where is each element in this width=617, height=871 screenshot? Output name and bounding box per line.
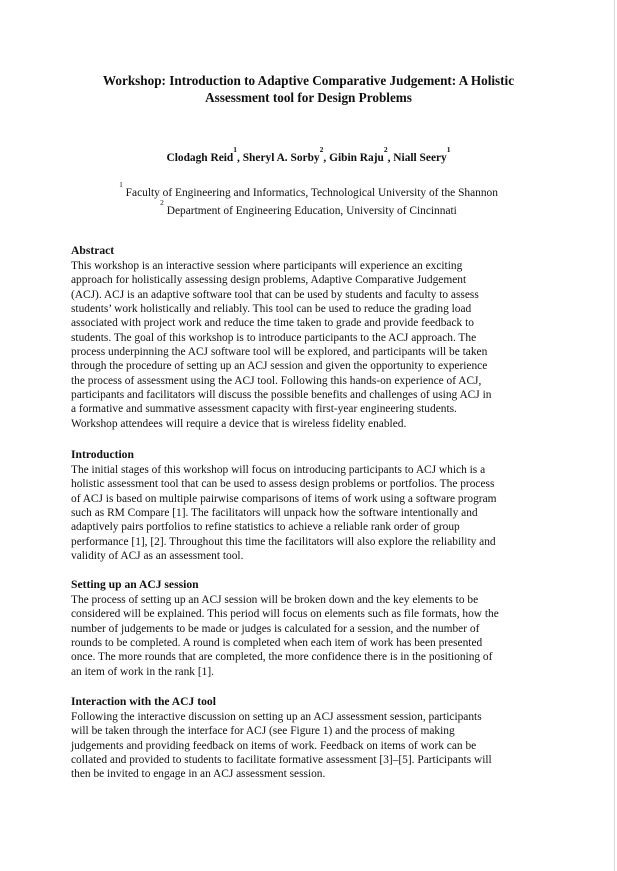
author-name: Niall Seery — [393, 152, 447, 164]
body-text-line: adaptively pairs portfolios to refine statistics to achieve a reliable rank order of group — [71, 521, 460, 534]
affiliation-mark: 1 — [119, 180, 123, 189]
body-text-line: the process of assessment using the ACJ tool. Following this hands-on experience of ACJ, — [71, 374, 482, 387]
affiliation-text: Department of Engineering Education, University of Cincinnati — [166, 205, 457, 217]
body-text-line: The initial stages of this workshop will focus on introducing participants to ACJ which is a — [71, 464, 486, 476]
page-edge-divider — [614, 0, 615, 871]
section-body — [71, 259, 543, 431]
body-text-line: considered will be explained. This period will focus on elements such as file formats, how the — [71, 608, 499, 621]
body-text-line: process underpinning the ACJ software tool will be explored, and participants will be taken — [71, 346, 488, 359]
body-text-line: such as RM Compare [1]. The facilitators will unpack how the software intentionally and — [71, 507, 478, 520]
body-text-line: associated with project work and reduce the time taken to grade and provide feedback to — [71, 317, 474, 330]
section-heading: Abstract — [71, 244, 115, 257]
author-separator: , — [323, 152, 330, 164]
author-affiliation-mark: 2 — [383, 145, 388, 154]
body-text-line: participants and facilitators will discuss the possible benefits and challenges of using ACJ in — [71, 389, 492, 402]
author-affiliation-mark: 2 — [319, 145, 324, 154]
author-list — [60, 145, 557, 165]
section-body — [71, 710, 543, 782]
body-text-line: approach for holistically assessing design problems, Adaptive Comparative Judgement — [71, 274, 467, 287]
body-text-line: students. The goal of this workshop is to introduce participants to the ACJ approach. The — [71, 331, 477, 344]
body-text-line: Following the interactive discussion on setting up an ACJ assessment session, participants — [71, 711, 482, 723]
affiliation-mark: 2 — [160, 198, 164, 207]
author-name: Gibin Raju — [329, 152, 384, 164]
author-separator: , — [387, 152, 394, 164]
section-introduction — [71, 448, 543, 563]
section-heading: Interaction with the ACJ tool — [71, 695, 216, 708]
paper-title-line: Workshop: Introduction to Adaptive Comparative Judgement: A Holistic — [102, 73, 515, 88]
paper-title-line: Assessment tool for Design Problems — [205, 90, 412, 105]
body-text-line: performance [1], [2]. Throughout this time the facilitators will also explore the reliability and — [71, 535, 496, 548]
body-text-line: students’ work holistically and reliably. This tool can be used to reduce the grading load — [71, 303, 472, 316]
section-setting-up-acj-session — [71, 578, 543, 679]
body-text-line: once. The more rounds that are completed, the more confidence there is in the positioning of — [71, 651, 493, 664]
author-affiliation-mark: 1 — [446, 145, 451, 154]
body-text-line: of ACJ is based on multiple pairwise comparisons of items of work using a software program — [71, 492, 497, 505]
body-text-line: This workshop is an interactive session where participants will experience an exciting — [71, 260, 463, 272]
body-text-line: a formative and summative assessment capacity with first-year engineering students. — [71, 403, 457, 416]
affiliation-text: Faculty of Engineering and Informatics, Technological University of the Shannon — [125, 187, 498, 199]
affiliation-line — [40, 198, 577, 218]
body-text-line: Workshop attendees will require a device that is wireless fidelity enabled. — [71, 417, 407, 430]
section-body — [71, 463, 543, 563]
section-interaction-with-acj-tool — [71, 695, 543, 782]
body-text-line: judgements and providing feedback on items of work. Feedback on items of work can be — [71, 739, 477, 752]
author-affiliation-mark: 1 — [233, 145, 238, 154]
author-separator: , — [237, 152, 243, 164]
author-name: Sheryl A. Sorby — [242, 152, 320, 164]
body-text-line: then be invited to engage in an ACJ assessment session. — [71, 768, 326, 781]
body-text-line: (ACJ). ACJ is an adaptive software tool that can be used by students and faculty to assess — [71, 288, 479, 301]
body-text-line: an item of work in the rank [1]. — [71, 665, 214, 678]
author-name: Clodagh Reid — [166, 152, 234, 164]
section-heading: Introduction — [71, 448, 134, 461]
body-text-line: The process of setting up an ACJ session will be broken down and the key elements to be — [71, 594, 479, 606]
body-text-line: through the procedure of setting up an ACJ session and given the opportunity to experience — [71, 360, 488, 373]
section-heading: Setting up an ACJ session — [71, 578, 199, 591]
paper-title — [60, 72, 557, 106]
body-text-line: number of judgements to be made or judges is calculated for a session, and the number of — [71, 622, 480, 635]
body-text-line: will be taken through the interface for ACJ (see Figure 1) and the process of making — [71, 725, 455, 738]
section-abstract — [71, 244, 543, 431]
body-text-line: rounds to be completed. A round is completed when each item of work has been presented — [71, 637, 483, 650]
body-text-line: holistic assessment tool that can be used to assess design problems or portfolios. The process — [71, 478, 495, 491]
body-text-line: collated and provided to students to facilitate formative assessment [3]–[5]. Participants will — [71, 754, 492, 767]
affiliation-line — [40, 180, 577, 200]
body-text-line: validity of ACJ as an assessment tool. — [71, 550, 244, 563]
section-body — [71, 593, 543, 679]
